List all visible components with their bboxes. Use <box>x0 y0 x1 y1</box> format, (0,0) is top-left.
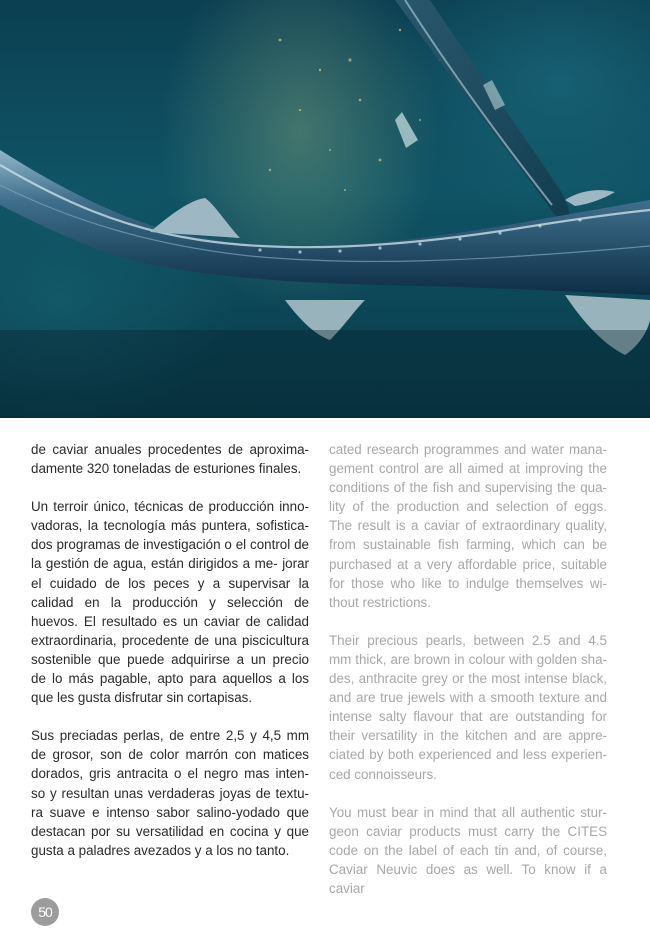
water-particles <box>269 29 441 191</box>
paragraph: Their precious pearls, between 2.5 and 4.5 mm thick, are brown in colour with golden sha- des, anthracite grey or the most intense black, and are true jewels with a smooth texture and intense salty flavour that are outstanding for their versatility in the kitchen and are appre- ciated by both experienced and less experien- ced connoisseurs. <box>329 632 607 782</box>
paragraph: Un terroir único, técnicas de producción inno- vadoras, la tecnología más puntera, sofistica- dos programas de investigación o el control de la gestión de agua, están dirigidos a me- jorar el cuidado de los peces y a supervisar la calidad en la producción y selección de huevos. El resultado es un caviar de calidad extraordinaria, procedente de una piscicultura sostenible que puede adquirirse a un precio de lo más pagable, apto para aquellos a los que les gusta disfrutar sin cortapisas. <box>31 499 309 706</box>
paragraph: Sus preciadas perlas, de entre 2,5 y 4,5 mm de grosor, son de color marrón con matices dorados, gris antracita o el negro mas inten- so y resultan unas verdaderas joyas de textu- ra suave e intenso sabor salino-yodado que destacan por su versatilidad en cocina y que gusta a paladres avezados y a los no tanto. <box>31 728 309 858</box>
paragraph: You must bear in mind that all authentic stur- geon caviar products must carry the CITES code on the label of each tin and, of course, Caviar Neuvic does as well. To know if a caviar <box>329 804 607 896</box>
paragraph: cated research programmes and water mana- gement control are all aimed at improving the conditions of the fish and supervising the qua- lity of the production and selection of eggs. The result is a caviar of extraordinary quality, from sustainable fish farming, which can be purchased at a very affordable price, suitable for those who like to indulge themselves wi- thout restrictions. <box>329 442 607 610</box>
hero-photo <box>0 0 650 418</box>
dorsal-fin <box>150 198 240 238</box>
paragraph: de caviar anuales procedentes de aproxima- damente 320 toneladas de esturiones finales. <box>31 442 309 477</box>
sturgeon-illustration <box>0 0 650 418</box>
page-number-badge: 50 <box>31 898 59 926</box>
background-sturgeon <box>395 0 569 219</box>
english-text-column <box>329 440 607 917</box>
spanish-text-column <box>31 440 309 879</box>
